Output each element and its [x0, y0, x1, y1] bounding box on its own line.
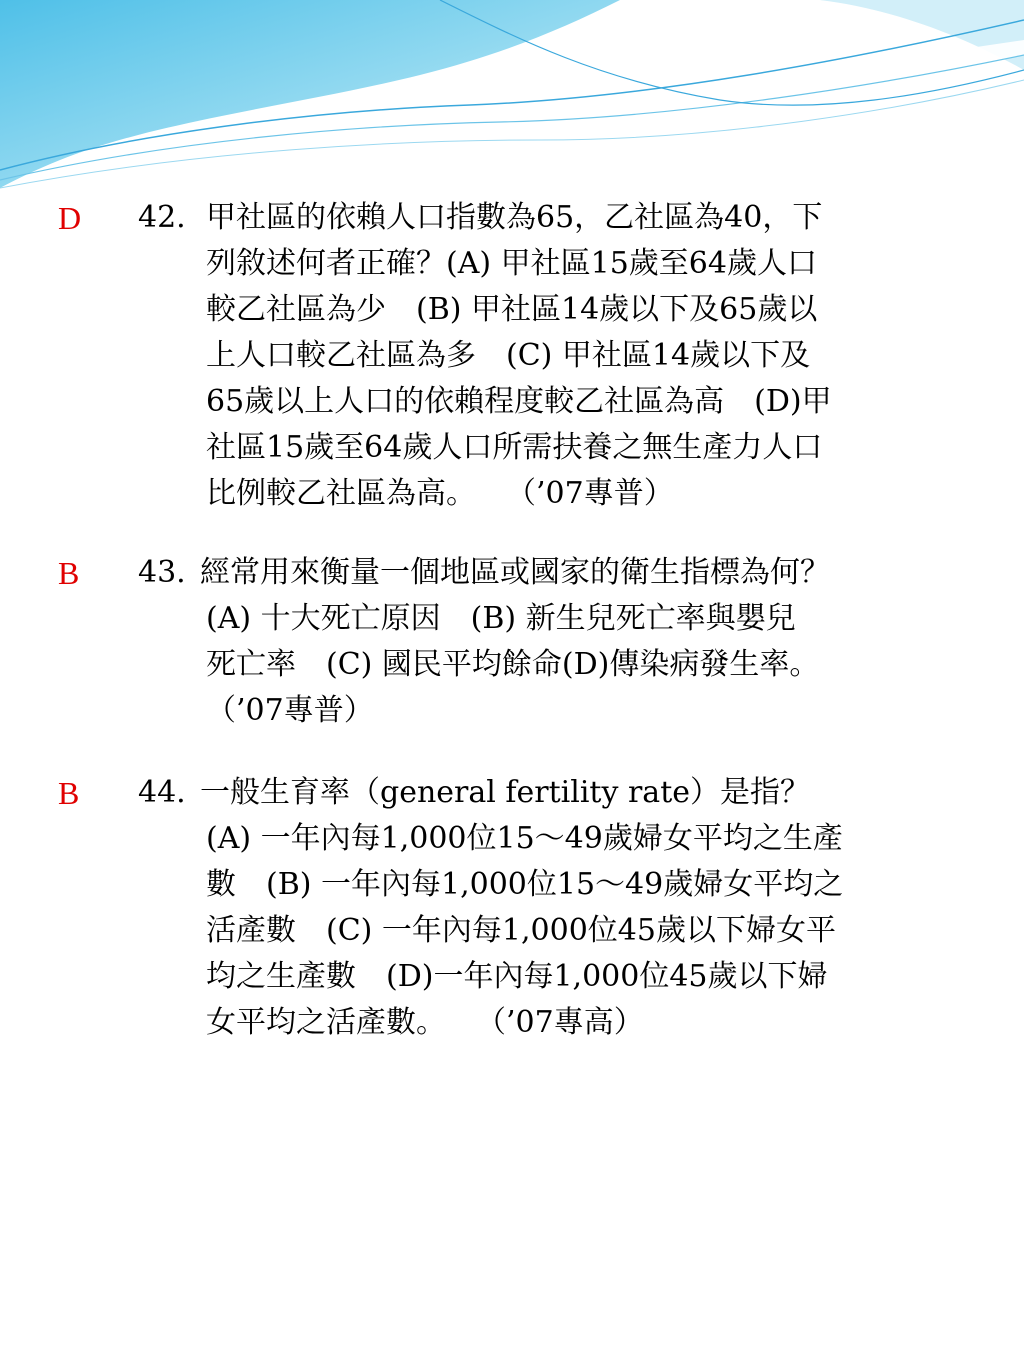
question-number: 43.: [138, 555, 186, 590]
question-line: 較乙社區為少 (B) 甲社區14歲以下及65歲以: [206, 292, 818, 327]
question-line: （’07專普）: [206, 693, 374, 728]
decorative-wave-banner: [0, 0, 1024, 220]
question-line: 比例較乙社區為高。 （’07專普）: [206, 476, 674, 511]
question-line: 活產數 (C) 一年內每1,000位45歲以下婦女平: [206, 913, 836, 948]
question-line: 社區15歲至64歲人口所需扶養之無生產力人口: [206, 430, 823, 465]
question-line: 經常用來衡量一個地區或國家的衛生指標為何？: [200, 555, 830, 590]
question-line: 上人口較乙社區為多 (C) 甲社區14歲以下及: [206, 338, 811, 373]
question-line: 均之生產數 (D)一年內每1,000位45歲以下婦: [206, 959, 828, 994]
question-number: 42.: [138, 200, 186, 235]
question-number: 44.: [138, 775, 186, 810]
question-line: 甲社區的依賴人口指數為65，乙社區為40，下: [206, 200, 823, 235]
question-line: 65歲以上人口的依賴程度較乙社區為高 (D)甲: [206, 384, 832, 419]
question-line: 女平均之活產數。 （’07專高）: [206, 1005, 644, 1040]
question-line: (A) 一年內每1,000位15～49歲婦女平均之生產: [206, 821, 843, 856]
answer-key: B: [58, 775, 80, 811]
answer-key: D: [58, 200, 82, 236]
question-line: 數 (B) 一年內每1,000位15～49歲婦女平均之: [206, 867, 844, 902]
answer-key: B: [58, 555, 80, 591]
question-line: 一般生育率（general fertility rate）是指？: [200, 775, 811, 810]
question-line: 死亡率 (C) 國民平均餘命(D)傳染病發生率。: [206, 647, 820, 682]
question-line: (A) 十大死亡原因 (B) 新生兒死亡率與嬰兒: [206, 601, 796, 636]
question-line: 列敘述何者正確？(A) 甲社區15歲至64歲人口: [206, 246, 817, 281]
